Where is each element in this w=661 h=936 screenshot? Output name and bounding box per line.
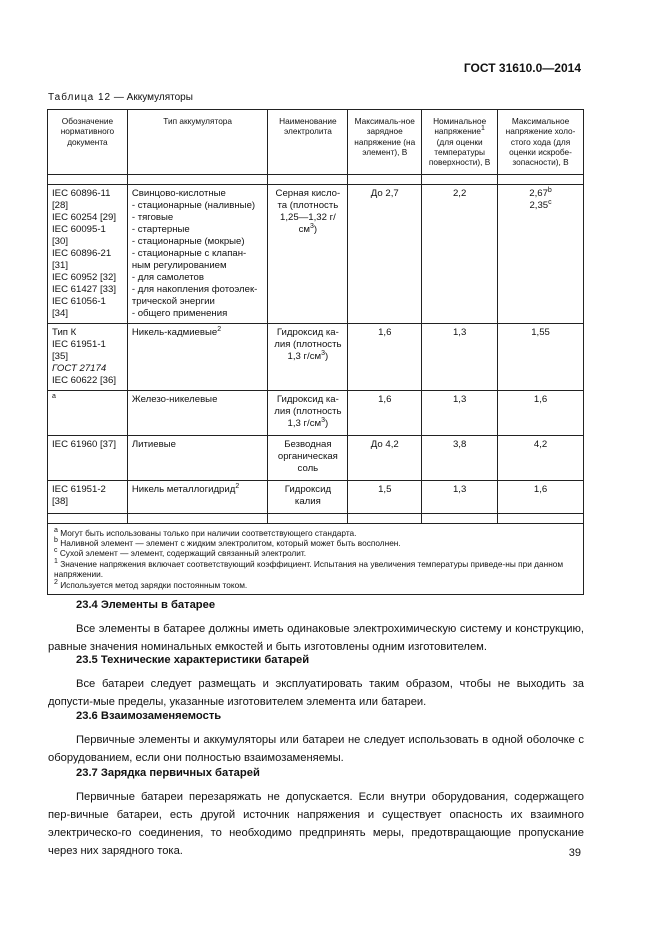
section-title: 23.6 Взаимозаменяемость: [76, 710, 222, 722]
row2-electrolyte-b: ): [325, 350, 329, 362]
row1-oc1-sup: b: [547, 186, 552, 194]
row2-type-text: Никель-кадмиевые: [131, 326, 218, 338]
row1-doc-line: IEC 61056-1 [34]: [52, 295, 106, 319]
row1-type-title: Свинцово-кислотные: [131, 188, 226, 199]
note-text: Могут быть использованы только при наличии соответствующего стандарта.: [60, 527, 357, 538]
row5-type-sup: 2: [235, 482, 240, 490]
note: [54, 528, 577, 538]
row2-doc-gost: ГОСТ 27174: [52, 362, 107, 374]
note-mark: c: [54, 547, 58, 555]
row5-type-text: Никель металлогидрид: [131, 483, 236, 495]
table-notes-row: [48, 523, 584, 594]
spacer-row: [48, 175, 584, 185]
row4-max-charge: До 4,2: [348, 435, 422, 480]
row3-electrolyte-a: Гидроксид ка-лия (плотность 1,3 г/см: [274, 393, 342, 429]
row1-oc2-value: 2,35: [529, 199, 549, 211]
table-header-row: [48, 110, 584, 175]
section-23-5: [48, 652, 584, 712]
note: [54, 548, 577, 558]
row1-doc-line: IEC 60896-21 [31]: [52, 247, 112, 271]
row1-doc-line: IEC 61427 [33]: [52, 283, 117, 295]
header-nominal-sup: 1: [481, 125, 485, 133]
row1-electrolyte: [268, 185, 348, 324]
note-mark: 1: [54, 558, 58, 566]
note-mark: a: [54, 526, 58, 534]
row1-electrolyte-sup: 3: [310, 222, 314, 230]
header-electrolyte: Наименование электролита: [268, 110, 348, 175]
row4-nominal: 3,8: [422, 435, 498, 480]
row5-doc: IEC 61951-2 [38]: [48, 480, 128, 513]
row1-max-charge: До 2,7: [348, 185, 422, 324]
document-id: ГОСТ 31610.0—2014: [463, 61, 581, 75]
note: [54, 559, 577, 580]
row1-doc-line: IEC 60952 [32]: [52, 271, 117, 283]
section-text: Первичные элементы и аккумуляторы или батареи не следует использовать в одной оболочке с оборудованием, если они полностью взаимозаменяемы.: [48, 733, 584, 764]
page-number: 39: [568, 847, 581, 859]
row2-doc-line: IEC 61951-1 [35]: [52, 338, 106, 362]
row2-type-sup: 2: [217, 325, 222, 333]
row4-type: Литиевые: [127, 435, 268, 480]
header-nominal-b: (для оценки температуры поверхности), В: [428, 136, 491, 168]
row3-max-charge: 1,6: [348, 390, 422, 435]
header-doc: Обозначение нормативного документа: [48, 110, 128, 175]
row5-open-circuit: 1,6: [498, 480, 584, 513]
batteries-table: [47, 109, 584, 595]
row3-doc-sup: a: [52, 392, 56, 400]
row3-doc: [48, 390, 128, 435]
table-notes: [48, 523, 584, 594]
row1-oc2: [502, 200, 579, 212]
table-caption: [48, 92, 193, 103]
row1-type-item: - стационарные с клапан-ным регулированием: [131, 247, 247, 271]
row1-open-circuit: [498, 185, 584, 324]
row4-open-circuit: 4,2: [498, 435, 584, 480]
section-title: 23.5 Технические характеристики батарей: [76, 654, 310, 666]
note-text: Значение напряжения включает соответствующий коэффициент. Испытания на увеличения температуры приведе-ны при данном напряжении.: [54, 558, 564, 580]
section-text: Все батареи следует размещать и эксплуатировать таким образом, чтобы не выходить за допусти-мые пределы, указанные изготовителем элемента или батареи.: [48, 677, 584, 708]
section-title: 23.7 Зарядка первичных батарей: [76, 767, 260, 779]
note-text: Используется метод зарядки постоянным током.: [60, 579, 248, 590]
row1-type-item: - тяговые: [131, 211, 174, 223]
note-text: Сухой элемент — элемент, содержащий связанный электролит.: [59, 548, 307, 559]
row1-type: [127, 185, 268, 324]
row2-electrolyte: [268, 323, 348, 390]
row1-oc1: [502, 188, 579, 200]
section-text: Все элементы в батарее должны иметь одинаковые электрохимическую систему и конструкцию, равные значения номинальных емкостей и быть изготовлены одним изготовителем.: [48, 622, 584, 653]
row2-doc-line: Тип К: [52, 326, 77, 338]
table-row-lead-acid: [48, 185, 584, 324]
row4-doc: IEC 61960 [37]: [48, 435, 128, 480]
row3-open-circuit: 1,6: [498, 390, 584, 435]
row2-open-circuit: 1,55: [498, 323, 584, 390]
row1-electrolyte-a: Серная кисло-та (плотность 1,25—1,32 г/см: [275, 188, 341, 235]
row1-type-item: - общего применения: [131, 307, 228, 319]
row1-doc-line: IEC 60896-11 [28]: [52, 188, 111, 211]
row1-nominal: 2,2: [422, 185, 498, 324]
row4-electrolyte: Безводная органическая соль: [268, 435, 348, 480]
note-mark: 2: [54, 578, 58, 586]
row3-nominal: 1,3: [422, 390, 498, 435]
header-max-charge: Максималь-ное зарядное напряжение (на элемент), В: [348, 110, 422, 175]
row3-type: Железо-никелевые: [127, 390, 268, 435]
row2-type: [127, 323, 268, 390]
row1-electrolyte-b: ): [313, 223, 318, 235]
row2-docs: [48, 323, 128, 390]
table-row-iron-nickel: [48, 390, 584, 435]
header-nominal-a: Номинальное напряжение: [433, 116, 487, 137]
row1-type-item: - стартерные: [131, 223, 190, 235]
row1-oc2-sup: c: [548, 198, 552, 206]
row5-max-charge: 1,5: [348, 480, 422, 513]
row2-max-charge: 1,6: [348, 323, 422, 390]
row1-oc1-value: 2,67: [529, 188, 548, 199]
row1-type-item: - стационарные (мокрые): [131, 235, 245, 247]
row1-type-item: - для накопления фотоэлек-трической энергии: [131, 283, 258, 307]
row2-electrolyte-sup: 3: [321, 349, 325, 357]
table-row-lithium: [48, 435, 584, 480]
section-text: Первичные батареи перезаряжать не допускается. Если внутри оборудования, содержащего пер-вичные батареи, есть другой источник напряжения и существует опасность их взаимного электрическо-го соединения, то необходимо предпринять меры, предотвращающие пропускание через них зарядного тока.: [48, 790, 584, 857]
header-open-circuit: Максимальное напряжение холо-стого хода (для оценки искробе-зопасности), В: [498, 110, 584, 175]
note: [54, 538, 577, 548]
note-mark: b: [54, 537, 58, 545]
row3-electrolyte-b: ): [325, 417, 329, 429]
row1-doc-line: IEC 60095-1 [30]: [52, 223, 106, 247]
header-nominal: [422, 110, 498, 175]
note-text: Наливной элемент — элемент с жидким электролитом, который может быть восполнен.: [60, 538, 401, 549]
note: [54, 580, 577, 590]
section-23-4: [48, 597, 584, 657]
row1-type-item: - стационарные (наливные): [131, 199, 256, 211]
section-23-7: [48, 765, 584, 861]
table-caption-label: Таблица 12: [48, 92, 112, 103]
row1-type-item: - для самолетов: [131, 271, 204, 283]
spacer-row: [48, 513, 584, 523]
table-row-nimh: [48, 480, 584, 513]
row3-electrolyte-sup: 3: [321, 416, 325, 424]
row2-doc-line: IEC 60622 [36]: [52, 374, 117, 386]
row5-nominal: 1,3: [422, 480, 498, 513]
row2-nominal: 1,3: [422, 323, 498, 390]
row5-electrolyte: Гидроксид калия: [268, 480, 348, 513]
section-title: 23.4 Элементы в батарее: [76, 599, 216, 611]
row5-type: [127, 480, 268, 513]
row2-electrolyte-a: Гидроксид ка-лия (плотность 1,3 г/см: [274, 326, 342, 362]
table-row-nickel-cadmium: [48, 323, 584, 390]
header-type: Тип аккумулятора: [127, 110, 268, 175]
row1-doc-line: IEC 60254 [29]: [52, 211, 117, 223]
row1-docs: [48, 185, 128, 324]
row3-electrolyte: [268, 390, 348, 435]
section-23-6: [48, 708, 584, 768]
table-caption-title: — Аккумуляторы: [113, 92, 193, 103]
